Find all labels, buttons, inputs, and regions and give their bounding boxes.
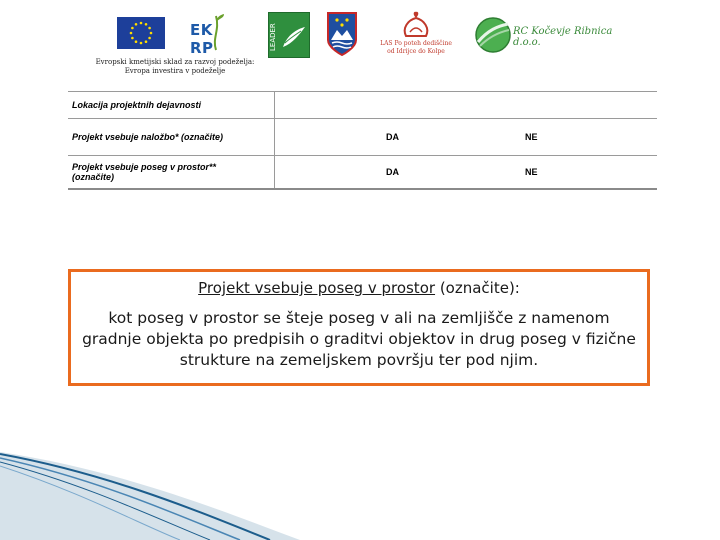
question-cell: Lokacija projektnih dejavnosti <box>68 92 275 119</box>
ekrp-logo-text: EK RP <box>190 21 214 57</box>
slovenia-coat-of-arms-logo <box>327 12 357 56</box>
note-box-title: Projekt vsebuje poseg v prostor (označite): <box>198 279 520 297</box>
rc-globe-icon <box>474 12 512 58</box>
note-box-text: kot poseg v prostor se šteje poseg v ali na zemljišče z namenom gradnje objekta po predpisih o graditvi objektov in drug poseg v fizične strukture na zemeljskem površju ter pod njim. <box>82 309 636 369</box>
leader-logo <box>268 12 310 58</box>
decorative-wave <box>0 440 720 540</box>
answer-cell[interactable] <box>275 92 658 119</box>
project-form-table <box>68 91 657 190</box>
svg-text:LEADER: LEADER <box>269 23 277 51</box>
table-row <box>68 119 657 156</box>
las-logo <box>372 10 460 64</box>
yes-option[interactable]: DA <box>275 119 414 156</box>
rc-logo-text: RC Kočevje Ribnica d.o.o. <box>513 26 613 48</box>
table-row <box>68 156 657 190</box>
eu-fund-caption: Evropski kmetijski sklad za razvoj podeželja: Evropa investira v podeželje <box>95 58 255 75</box>
ekrp-logo <box>188 12 242 57</box>
no-option[interactable]: NE <box>413 156 657 190</box>
question-cell: Projekt vsebuje naložbo* (označite) <box>68 119 275 156</box>
question-cell: Projekt vsebuje poseg v prostor** (označite) <box>68 156 275 190</box>
table-row <box>68 92 657 119</box>
eu-flag-logo <box>117 17 165 49</box>
las-logo-text: LAS Po poteh dediščine od Idrijce do Kolpe <box>380 40 452 55</box>
definition-note-box <box>68 269 650 386</box>
no-option[interactable]: NE <box>413 119 657 156</box>
yes-option[interactable]: DA <box>275 156 414 190</box>
las-emblem-icon <box>372 10 460 40</box>
rc-kocevje-ribnica-logo <box>474 12 624 58</box>
